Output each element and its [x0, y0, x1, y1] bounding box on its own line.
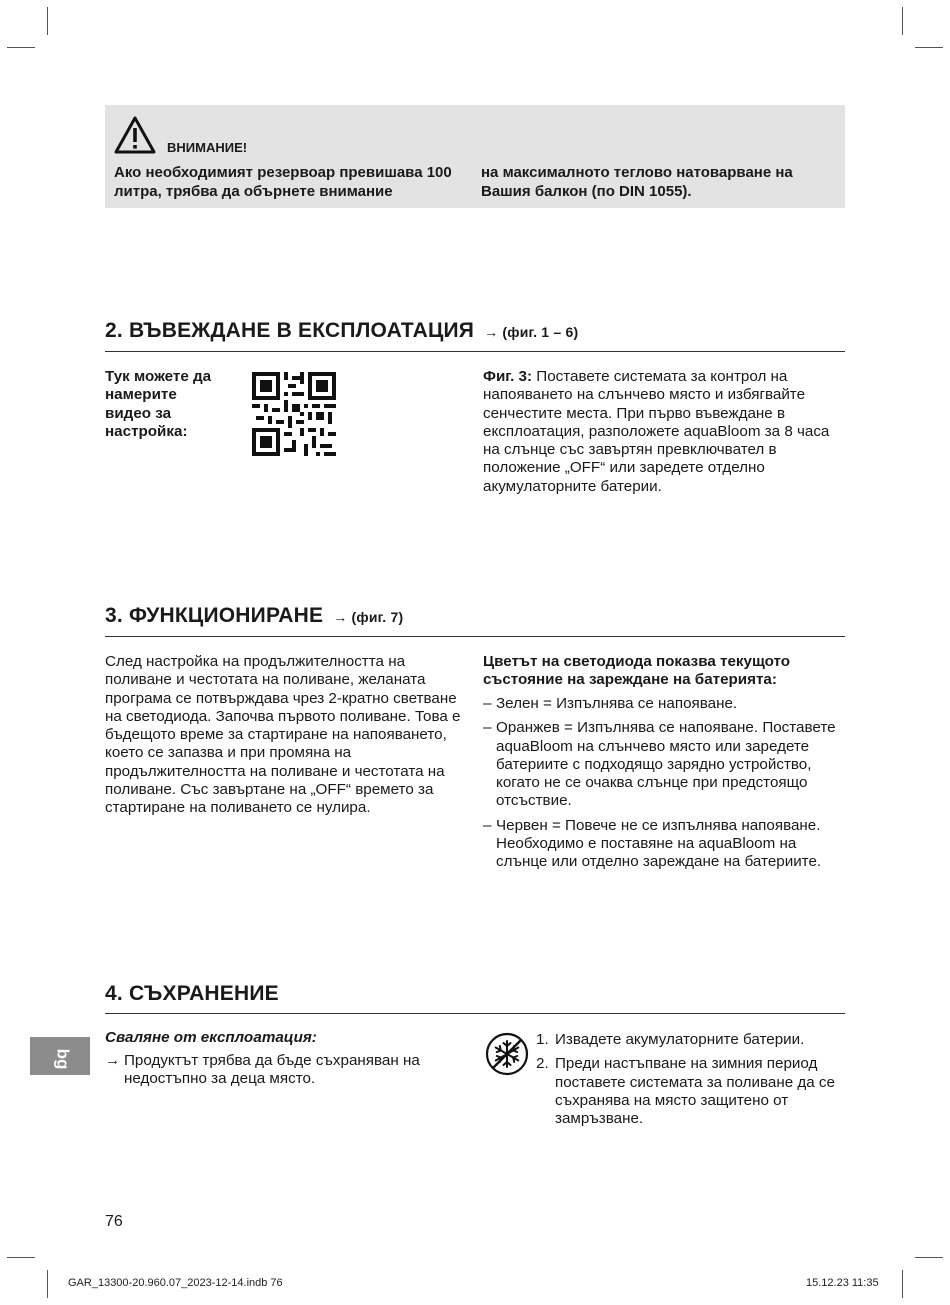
- qr-code-icon[interactable]: [252, 372, 336, 456]
- language-tab-label: bg: [53, 1048, 73, 1070]
- step-number: 1.: [536, 1031, 549, 1048]
- section-4-title: 4. СЪХРАНЕНИЕ: [105, 982, 279, 1005]
- storage-steps: [536, 1031, 848, 1134]
- step-text: Преди настъпване на зимния период поставете системата за поливане да се съхранява на място защитено от замръзване.: [555, 1055, 835, 1128]
- crop-mark: [915, 47, 943, 48]
- section-4-heading: [105, 982, 279, 1006]
- video-caption: Тук можете да намерите видео за настройка:: [105, 368, 212, 440]
- section-4-rule: [105, 1013, 845, 1014]
- storage-note: [105, 1052, 465, 1089]
- section-2-figure-ref: → (фиг. 1 – 6): [484, 324, 579, 340]
- figure-3-text: Поставете системата за контрол на напояването на слънчево място и избягвайте сенчестите места. При първо въвеждане в експлоатация, разположете aquaBloom за 8 часа на слънце със завъртян превключвател в положение „OFF“ или заредете отделно акумулаторните батерии.: [483, 368, 830, 495]
- warning-icon: [113, 115, 157, 155]
- led-heading: Цветът на светодиода показва текущото състояние на зареждане на батерията:: [483, 653, 790, 689]
- step-text: Извадете акумулаторните батерии.: [555, 1031, 805, 1048]
- section-3-rule: [105, 636, 845, 637]
- section-2-rule: [105, 351, 845, 352]
- warning-text-left: Ако необходимият резервоар превишава 100 литра, трябва да обърнете внимание: [114, 164, 452, 200]
- warning-title: ВНИМАНИЕ!: [167, 140, 248, 155]
- crop-mark: [7, 1257, 35, 1258]
- page-number: 76: [105, 1213, 123, 1230]
- list-item: [536, 1031, 848, 1049]
- warning-text-right: на максималното теглово натоварване на Вашия балкон (по DIN 1055).: [481, 164, 793, 200]
- section-3-title: 3. ФУНКЦИОНИРАНЕ: [105, 604, 324, 627]
- list-item: [536, 1055, 848, 1128]
- footer-datetime: 15.12.23 11:35: [806, 1277, 879, 1289]
- led-status-list: [483, 695, 848, 878]
- step-number: 2.: [536, 1055, 549, 1073]
- section-3-figure-ref: → (фиг. 7): [333, 609, 404, 625]
- storage-note-text: Продуктът трябва да бъде съхраняван на недостъпно за деца място.: [124, 1052, 420, 1088]
- crop-mark: [7, 47, 35, 48]
- list-item: – Червен = Повече не се изпълнява напояване. Необходимо е поставяне на aquaBloom на слънце или отделно зареждане на батериите.: [483, 817, 848, 872]
- crop-mark: [902, 7, 903, 35]
- figure-3-description: [483, 368, 848, 496]
- list-item: – Зелен = Изпълнява се напояване.: [483, 695, 848, 713]
- section-3-heading: [105, 604, 403, 628]
- crop-mark: [902, 1270, 903, 1298]
- crop-mark: [915, 1257, 943, 1258]
- decommission-subheading: Сваляне от експлоатация:: [105, 1029, 317, 1046]
- crop-mark: [47, 1270, 48, 1298]
- list-item: – Оранжев = Изпълнява се напояване. Поставете aquaBloom на слънчево място или заредете батериите с подходящо зарядно устройство, когато не се очаква слънце при предстоящо отсъствие.: [483, 719, 848, 810]
- arrow-icon: →: [105, 1052, 121, 1069]
- section-2-heading: [105, 319, 578, 343]
- language-tab: [30, 1037, 90, 1075]
- figure-3-label: Фиг. 3:: [483, 368, 533, 385]
- section-2-title: 2. ВЪВЕЖДАНЕ В ЕКСПЛОАТАЦИЯ: [105, 319, 475, 342]
- section-3-paragraph: След настройка на продължителността на поливане и честотата на поливане, желаната програма се потвърждава чрез 2-кратно светване на светодиода. Започва първото поливане. Това е бъдещото време за стартиране на напояването, което се запазва и при промяна на продължителността на поливане и честотата на поливане. Със завъртане на „OFF“ времето за стартиране на поливането се нулира.: [105, 653, 461, 817]
- footer-file: GAR_13300-20.960.07_2023-12-14.indb 76: [68, 1277, 283, 1289]
- no-frost-icon: [485, 1032, 529, 1076]
- crop-mark: [47, 7, 48, 35]
